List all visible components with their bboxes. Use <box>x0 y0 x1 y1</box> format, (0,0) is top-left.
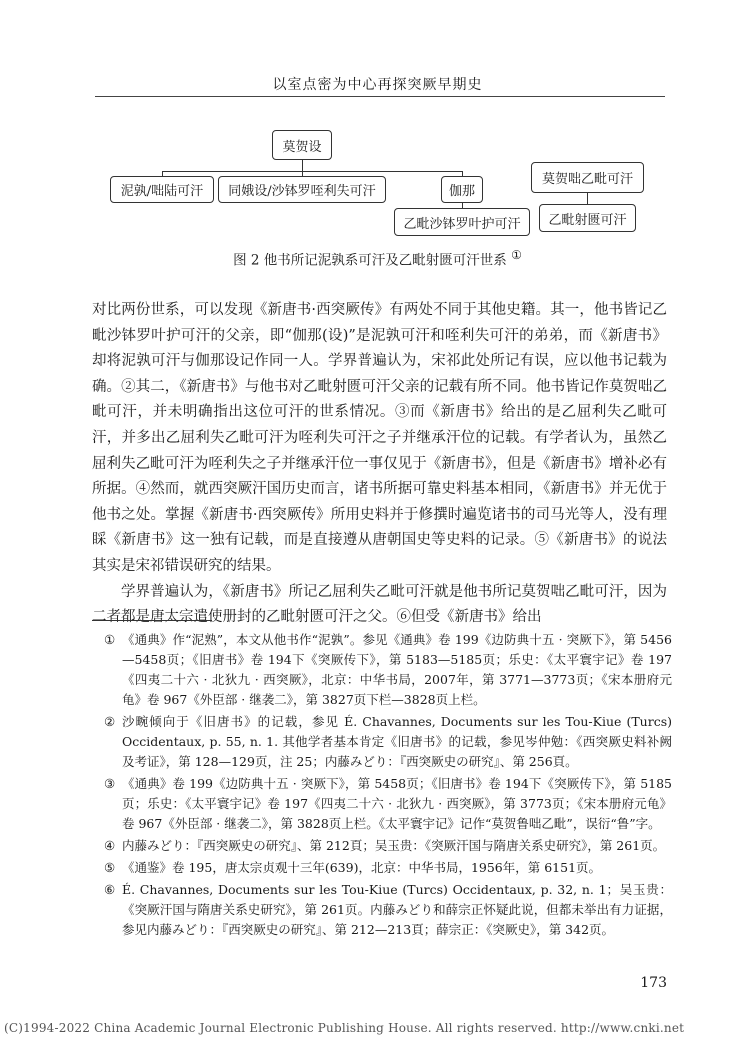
footnote-2 <box>104 712 672 772</box>
footnote-mark: ② <box>104 714 116 729</box>
footnote-5 <box>104 858 672 878</box>
body-text <box>92 298 667 631</box>
footnotes <box>104 630 672 942</box>
footnote-text: 内藤みどり：『西突厥史の研究』、第 212頁；吴玉贵：《突厥汗国与隋唐关系史研究》，第 261页。 <box>122 838 666 853</box>
node-moheduo-yipi: 莫贺咄乙毗可汗 <box>531 162 644 193</box>
footnote-6 <box>104 880 672 940</box>
footnote-1 <box>104 630 672 710</box>
node-jiana: 伽那 <box>441 176 483 203</box>
running-header: 以室点密为中心再探突厥早期史 <box>272 77 483 93</box>
footnote-text: 《通鉴》卷 195，唐太宗贞观十三年(639)，北京：中华书局，1956年，第 6151页。 <box>122 860 602 875</box>
node-nishu-kehan: 泥孰/咄陆可汗 <box>110 176 214 203</box>
paragraph: 学界普遍认为，《新唐书》所记乙屈利失乙毗可汗就是他书所记莫贺咄乙毗可汗，因为二者都是唐太宗遣使册封的乙毗射匮可汗之父。⑥但受《新唐书》给出 <box>92 583 667 626</box>
footnote-mark: ① <box>104 632 116 647</box>
footnote-text: 《通典》卷 199《边防典十五 · 突厥下》，第 5458页；《旧唐书》卷 194下《突厥传下》，第 5185页；乐史：《太平寰宇记》卷 197《四夷二十六 · 北狄九 · 西突厥》，第 3773页；《宋本册府元龟》卷 967《外臣部 · 继袭二》，第 3828页上栏。《太平寰宇记》记作“莫贺鲁咄乙毗”，误衍“鲁”字。 <box>122 776 672 831</box>
footnote-rule <box>92 620 212 621</box>
header-rule <box>95 96 665 97</box>
caption-footnote-mark: ① <box>511 248 522 262</box>
node-tonge-she: 同娥设/沙钵罗咥利失可汗 <box>218 176 386 203</box>
node-mohe-she: 莫贺设 <box>272 130 332 160</box>
footnote-text: 《通典》作“泥熟”，本文从他书作“泥孰”。参见《通典》卷 199《边防典十五 · 突厥下》，第 5456—5458页；《旧唐书》卷 194下《突厥传下》，第 5183—5185页；乐史：《太平寰宇记》卷 197《四夷二十六 · 北狄九 · 西突厥》，北京：中华书局，2007年，第 3771—3773页；《宋本册府元龟》卷 967《外臣部 · 继袭二》，第 3827页下栏—3828页上栏。 <box>122 632 672 707</box>
copyright-footer: (C)1994-2022 China Academic Journal Electronic Publishing House. All rights reserved. http://www.cnki.net <box>4 1021 685 1035</box>
footnote-mark: ⑤ <box>104 860 116 875</box>
node-yipi-shabolue: 乙毗沙钵罗叶护可汗 <box>394 208 530 236</box>
connector-right-down <box>587 193 588 204</box>
caption-text: 图 2 他书所记泥孰系可汗及乙毗射匮可汗世系 <box>233 252 507 269</box>
footnote-mark: ③ <box>104 776 116 791</box>
page-number: 173 <box>640 975 667 991</box>
paragraph: 对比两份世系，可以发现《新唐书·西突厥传》有两处不同于其他史籍。其一，他书皆记乙毗沙钵罗叶护可汗的父亲，即“伽那(设)”是泥孰可汗和咥利失可汗的弟弟，而《新唐书》却将泥孰可汗与伽那设记作同一人。学界普遍认为，宋祁此处所记有误，应以他书记载为确。②其二，《新唐书》与他书对乙毗射匮可汗父亲的记载有所不同。他书皆记作莫贺咄乙毗可汗，并未明确指出这位可汗的世系情况。③而《新唐书》给出的是乙屈利失乙毗可汗，并多出乙屈利失乙毗可汗为咥利失可汗之子并继承汗位的记载。有学者认为，虽然乙屈利失乙毗可汗为咥利失之子并继承汗位一事仅见于《新唐书》，但是《新唐书》增补必有所据。④然而，就西突厥汗国历史而言，诸书所据可靠史料基本相同，《新唐书》并无优于他书之处。掌握《新唐书·西突厥传》所用史料并于修撰时遍览诸书的司马光等人，没有理睬《新唐书》这一独有记载，而是直接遵从唐朝国史等史料的记录。⑤《新唐书》的说法其实是宋祁错误研究的结果。 <box>92 302 667 574</box>
connector-horizontal <box>162 171 462 172</box>
footnote-text: É. Chavannes, Documents sur les Tou-Kiue (Turcs) Occidentaux, p. 32, n. 1；吴玉贵：《突厥汗国与隋唐关系史研究》，第 261页。内藤みどり和薛宗正怀疑此说，但都未举出有力证据，参见内藤みどり：『西突厥史の研究』、第 212—213頁；薛宗正：《突厥史》，第 342页。 <box>122 882 672 937</box>
connector-root-down <box>302 160 303 171</box>
node-yipi-shegui: 乙毗射匮可汗 <box>539 204 636 232</box>
footnote-mark: ⑥ <box>104 882 116 897</box>
footnote-text: 沙畹倾向于《旧唐书》的记载，参见 É. Chavannes, Documents sur les Tou-Kiue (Turcs) Occidentaux, p. 55, n. 1. 其他学者基本肯定《旧唐书》的记载，参见岑仲勉：《西突厥史料补阙及考证》，第 128—129页，注 25；内藤みどり：『西突厥史の研究』、第 256頁。 <box>122 714 672 769</box>
footnote-4 <box>104 836 672 856</box>
figure-caption <box>0 248 755 269</box>
footnote-3 <box>104 774 672 834</box>
footnote-mark: ④ <box>104 838 116 853</box>
